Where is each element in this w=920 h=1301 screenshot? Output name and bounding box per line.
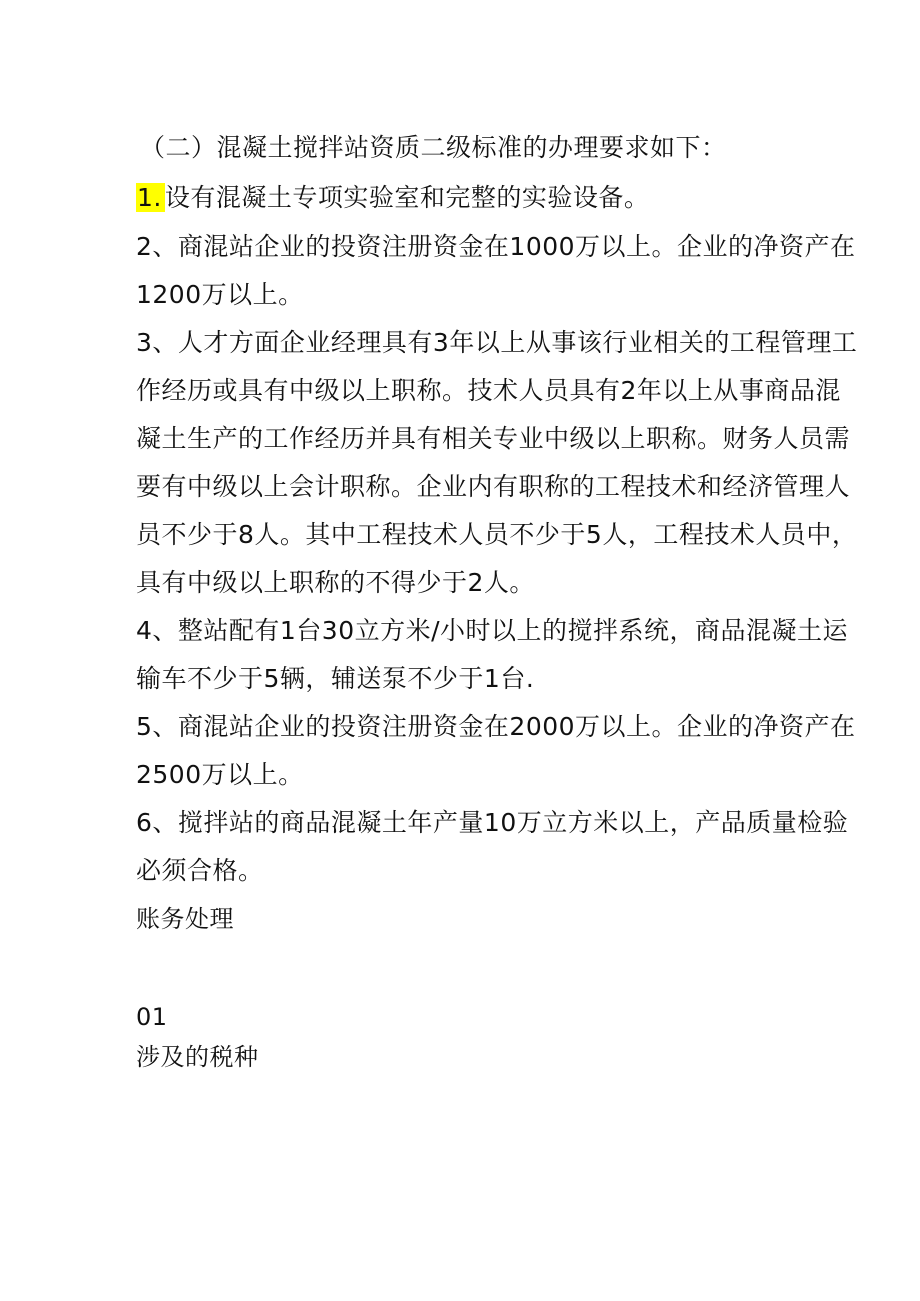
list-item-3-line-5: 员不少于8人。其中工程技术人员不少于5人，工程技术人员中， [136, 520, 858, 549]
list-item-2-line-1: 2、商混站企业的投资注册资金在1000万以上。企业的净资产在 [136, 232, 856, 261]
list-item-3-line-1: 3、人才方面企业经理具有3年以上从事该行业相关的工程管理工 [136, 328, 858, 357]
section-subtitle: 涉及的税种 [136, 1043, 259, 1071]
section-number: 01 [136, 1003, 168, 1031]
list-item-6-line-1: 6、搅拌站的商品混凝土年产量10万立方米以上，产品质量检验 [136, 808, 849, 837]
section-title: 账务处理 [136, 905, 234, 933]
list-item-4-line-1: 4、整站配有1台30立方米/小时以上的搅拌系统，商品混凝土运 [136, 616, 849, 645]
list-item-6-line-2: 必须合格。 [136, 856, 264, 885]
list-item-2-line-2: 1200万以上。 [136, 280, 304, 309]
list-item-5-line-2: 2500万以上。 [136, 760, 304, 789]
item-number-highlight: 1. [136, 183, 165, 212]
section-heading: （二）混凝土搅拌站资质二级标准的办理要求如下： [140, 133, 727, 162]
list-item-3-line-3: 凝土生产的工作经历并具有相关专业中级以上职称。财务人员需 [136, 424, 851, 453]
list-item-3-line-6: 具有中级以上职称的不得少于2人。 [136, 568, 535, 597]
list-item-4-line-2: 输车不少于5辆，辅送泵不少于1台. [136, 664, 535, 693]
list-item-1 [136, 181, 649, 215]
list-item-3-line-4: 要有中级以上会计职称。企业内有职称的工程技术和经济管理人 [136, 472, 851, 501]
list-item-3-line-2: 作经历或具有中级以上职称。技术人员具有2年以上从事商品混 [136, 376, 841, 405]
list-item-5-line-1: 5、商混站企业的投资注册资金在2000万以上。企业的净资产在 [136, 712, 856, 741]
item-text: 设有混凝土专项实验室和完整的实验设备。 [164, 183, 650, 212]
